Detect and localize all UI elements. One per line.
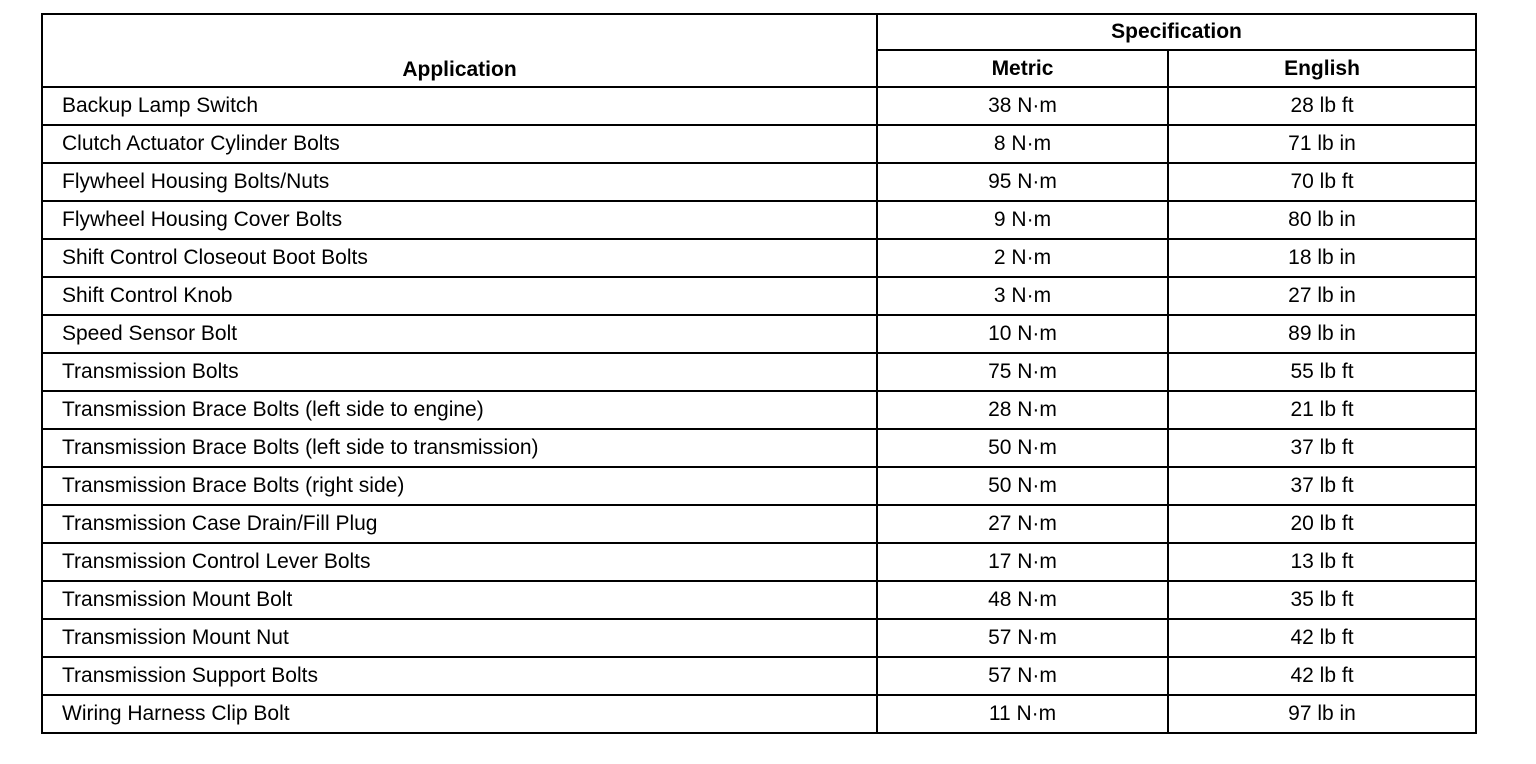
application-cell: Transmission Case Drain/Fill Plug bbox=[42, 505, 877, 543]
application-cell: Transmission Support Bolts bbox=[42, 657, 877, 695]
english-value-cell: 37 lb ft bbox=[1168, 467, 1476, 505]
metric-value-cell: 38 N·m bbox=[877, 87, 1168, 125]
table-row bbox=[42, 239, 1476, 277]
table-row bbox=[42, 467, 1476, 505]
table-row bbox=[42, 543, 1476, 581]
metric-value-cell: 28 N·m bbox=[877, 391, 1168, 429]
table-row bbox=[42, 87, 1476, 125]
application-cell: Wiring Harness Clip Bolt bbox=[42, 695, 877, 733]
metric-value-cell: 17 N·m bbox=[877, 543, 1168, 581]
metric-value-cell: 50 N·m bbox=[877, 429, 1168, 467]
english-value-cell: 97 lb in bbox=[1168, 695, 1476, 733]
metric-value-cell: 8 N·m bbox=[877, 125, 1168, 163]
english-value-cell: 18 lb in bbox=[1168, 239, 1476, 277]
english-value-cell: 71 lb in bbox=[1168, 125, 1476, 163]
application-cell: Transmission Brace Bolts (left side to engine) bbox=[42, 391, 877, 429]
english-value-cell: 13 lb ft bbox=[1168, 543, 1476, 581]
application-cell: Shift Control Knob bbox=[42, 277, 877, 315]
application-cell: Flywheel Housing Bolts/Nuts bbox=[42, 163, 877, 201]
english-column-header: English bbox=[1168, 50, 1476, 87]
table-row bbox=[42, 695, 1476, 733]
english-value-cell: 28 lb ft bbox=[1168, 87, 1476, 125]
table-row bbox=[42, 315, 1476, 353]
english-value-cell: 42 lb ft bbox=[1168, 657, 1476, 695]
english-value-cell: 42 lb ft bbox=[1168, 619, 1476, 657]
english-value-cell: 37 lb ft bbox=[1168, 429, 1476, 467]
metric-value-cell: 3 N·m bbox=[877, 277, 1168, 315]
metric-value-cell: 48 N·m bbox=[877, 581, 1168, 619]
table-row bbox=[42, 581, 1476, 619]
application-cell: Transmission Brace Bolts (right side) bbox=[42, 467, 877, 505]
application-cell: Transmission Bolts bbox=[42, 353, 877, 391]
application-cell: Speed Sensor Bolt bbox=[42, 315, 877, 353]
metric-value-cell: 95 N·m bbox=[877, 163, 1168, 201]
application-cell: Transmission Mount Bolt bbox=[42, 581, 877, 619]
metric-value-cell: 50 N·m bbox=[877, 467, 1168, 505]
table-row bbox=[42, 429, 1476, 467]
metric-value-cell: 10 N·m bbox=[877, 315, 1168, 353]
application-cell: Transmission Mount Nut bbox=[42, 619, 877, 657]
table-row bbox=[42, 201, 1476, 239]
application-column-header: Application bbox=[42, 14, 877, 87]
metric-value-cell: 27 N·m bbox=[877, 505, 1168, 543]
table-body bbox=[42, 87, 1476, 733]
metric-value-cell: 11 N·m bbox=[877, 695, 1168, 733]
table-row bbox=[42, 657, 1476, 695]
header-row-top bbox=[42, 14, 1476, 50]
application-cell: Flywheel Housing Cover Bolts bbox=[42, 201, 877, 239]
english-value-cell: 21 lb ft bbox=[1168, 391, 1476, 429]
fastener-specification-table bbox=[41, 13, 1477, 734]
english-value-cell: 20 lb ft bbox=[1168, 505, 1476, 543]
table-header bbox=[42, 14, 1476, 87]
metric-value-cell: 57 N·m bbox=[877, 657, 1168, 695]
table-row bbox=[42, 163, 1476, 201]
metric-column-header: Metric bbox=[877, 50, 1168, 87]
application-cell: Clutch Actuator Cylinder Bolts bbox=[42, 125, 877, 163]
metric-value-cell: 9 N·m bbox=[877, 201, 1168, 239]
table-row bbox=[42, 125, 1476, 163]
english-value-cell: 80 lb in bbox=[1168, 201, 1476, 239]
metric-value-cell: 2 N·m bbox=[877, 239, 1168, 277]
specification-column-header: Specification bbox=[877, 14, 1476, 50]
table-row bbox=[42, 277, 1476, 315]
english-value-cell: 27 lb in bbox=[1168, 277, 1476, 315]
english-value-cell: 55 lb ft bbox=[1168, 353, 1476, 391]
application-cell: Backup Lamp Switch bbox=[42, 87, 877, 125]
table-row bbox=[42, 505, 1476, 543]
english-value-cell: 70 lb ft bbox=[1168, 163, 1476, 201]
table-row bbox=[42, 619, 1476, 657]
application-cell: Shift Control Closeout Boot Bolts bbox=[42, 239, 877, 277]
metric-value-cell: 75 N·m bbox=[877, 353, 1168, 391]
table-row bbox=[42, 353, 1476, 391]
english-value-cell: 35 lb ft bbox=[1168, 581, 1476, 619]
application-cell: Transmission Brace Bolts (left side to transmission) bbox=[42, 429, 877, 467]
application-cell: Transmission Control Lever Bolts bbox=[42, 543, 877, 581]
table-row bbox=[42, 391, 1476, 429]
metric-value-cell: 57 N·m bbox=[877, 619, 1168, 657]
english-value-cell: 89 lb in bbox=[1168, 315, 1476, 353]
